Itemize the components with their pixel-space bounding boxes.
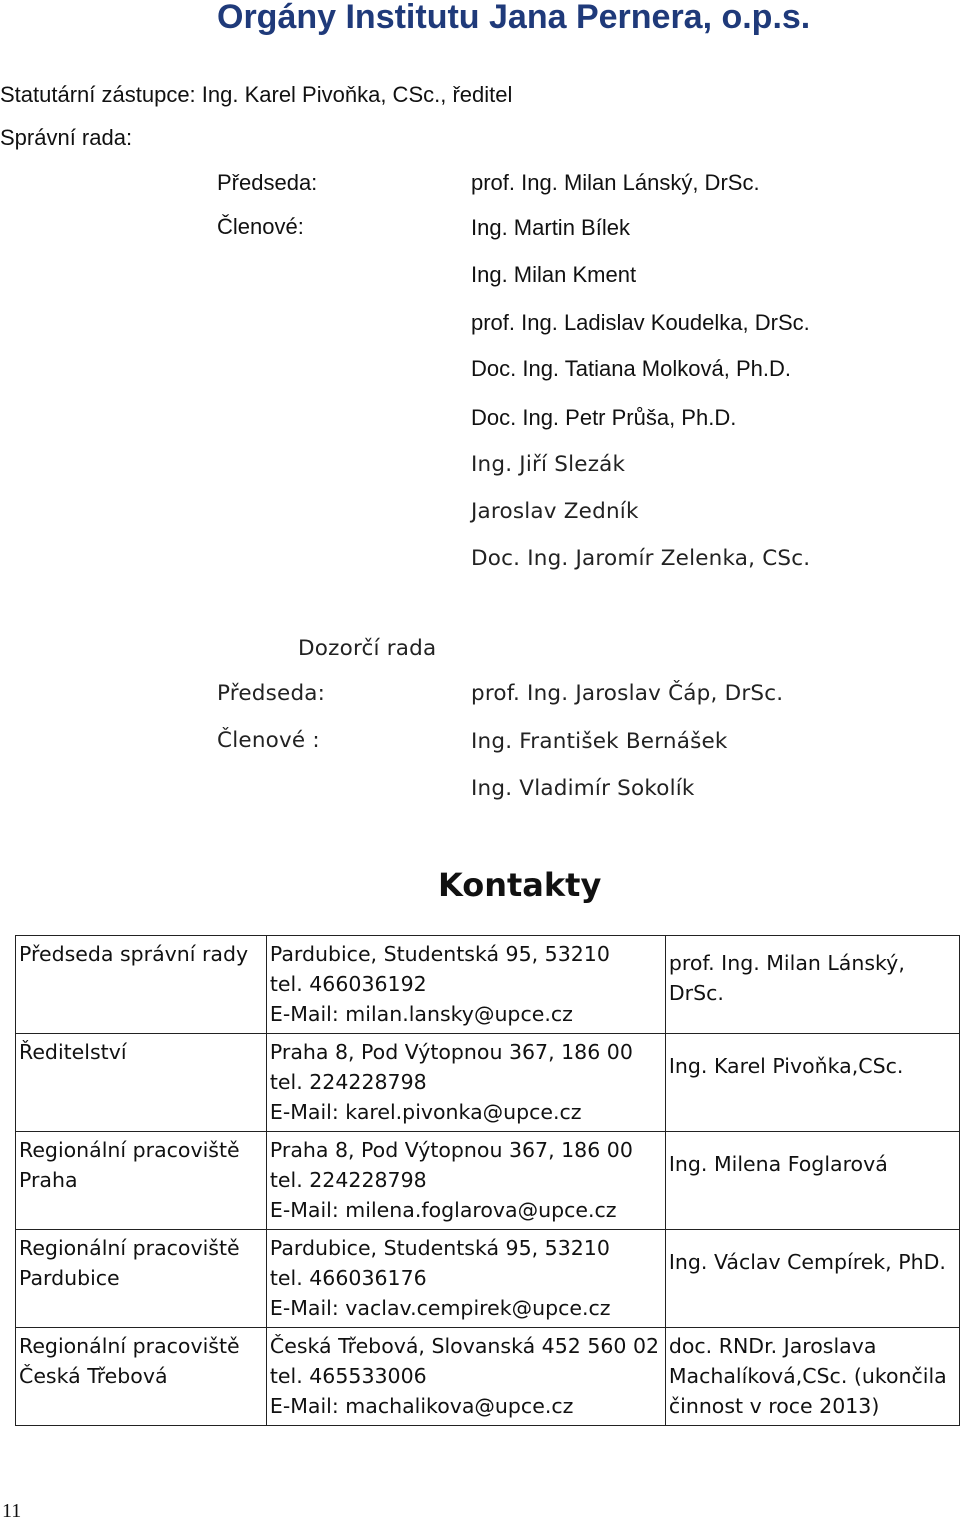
board-member: Jaroslav Zedník xyxy=(471,499,639,524)
supervisory-member: Ing. Vladimír Sokolík xyxy=(471,776,695,801)
contact-email: E-Mail: machalikova@upce.cz xyxy=(269,1394,574,1418)
board-chair-name: prof. Ing. Milan Lánský, DrSc. xyxy=(471,170,760,195)
board-member: Ing. Jiří Slezák xyxy=(471,452,626,477)
supervisory-chair-name: prof. Ing. Jaroslav Čáp, DrSc. xyxy=(471,681,784,706)
board-heading: Správní rada: xyxy=(0,125,133,150)
table-row xyxy=(16,1230,960,1328)
board-member: Doc. Ing. Jaromír Zelenka, CSc. xyxy=(471,546,811,571)
contact-person: doc. RNDr. Jaroslava Machalíková,CSc. (ukončila činnost v roce 2013) xyxy=(665,1328,959,1426)
contact-details xyxy=(266,1328,665,1426)
contact-person: prof. Ing. Milan Lánský, DrSc. xyxy=(665,936,959,1034)
supervisory-chair-label: Předseda: xyxy=(217,681,326,706)
contact-email: E-Mail: karel.pivonka@upce.cz xyxy=(269,1100,582,1124)
contact-role: Regionální pracoviště Praha xyxy=(16,1132,267,1230)
contact-details xyxy=(266,1034,665,1132)
table-row xyxy=(16,1034,960,1132)
contacts-table xyxy=(15,935,960,1426)
contact-email: E-Mail: milan.lansky@upce.cz xyxy=(269,1002,573,1026)
contact-details xyxy=(266,936,665,1034)
page-number: 11 xyxy=(2,1500,22,1522)
contact-address: Pardubice, Studentská 95, 53210 xyxy=(269,942,610,966)
board-chair-label: Předseda: xyxy=(217,170,318,195)
supervisory-members-label: Členové : xyxy=(217,728,320,753)
table-row xyxy=(16,1132,960,1230)
board-members-label: Členové: xyxy=(217,214,304,239)
board-member: Ing. Martin Bílek xyxy=(471,215,630,240)
board-member: Doc. Ing. Tatiana Molková, Ph.D. xyxy=(471,356,791,381)
contact-phone: tel. 466036192 xyxy=(269,972,427,996)
contact-phone: tel. 466036176 xyxy=(269,1266,427,1290)
board-member: Doc. Ing. Petr Průša, Ph.D. xyxy=(471,405,737,430)
supervisory-board-heading: Dozorčí rada xyxy=(298,636,437,661)
contact-phone: tel. 224228798 xyxy=(269,1070,427,1094)
page-title: Orgány Institutu Jana Pernera, o.p.s. xyxy=(217,0,811,36)
contact-person: Ing. Karel Pivoňka,CSc. xyxy=(665,1034,959,1132)
contact-address: Praha 8, Pod Výtopnou 367, 186 00 xyxy=(269,1040,633,1064)
contact-phone: tel. 224228798 xyxy=(269,1168,427,1192)
contact-phone: tel. 465533006 xyxy=(269,1364,427,1388)
board-member: prof. Ing. Ladislav Koudelka, DrSc. xyxy=(471,310,810,335)
contact-email: E-Mail: milena.foglarova@upce.cz xyxy=(269,1198,617,1222)
contact-address: Česká Třebová, Slovanská 452 560 02 xyxy=(269,1334,660,1358)
contact-address: Praha 8, Pod Výtopnou 367, 186 00 xyxy=(269,1138,633,1162)
table-row xyxy=(16,1328,960,1426)
board-member: Ing. Milan Kment xyxy=(471,262,637,287)
contact-person: Ing. Milena Foglarová xyxy=(665,1132,959,1230)
contact-role: Předseda správní rady xyxy=(16,936,267,1034)
contact-details xyxy=(266,1230,665,1328)
contacts-heading: Kontakty xyxy=(438,866,602,904)
contact-role: Regionální pracoviště Pardubice xyxy=(16,1230,267,1328)
contact-email: E-Mail: vaclav.cempirek@upce.cz xyxy=(269,1296,611,1320)
contact-details xyxy=(266,1132,665,1230)
supervisory-member: Ing. František Bernášek xyxy=(471,729,728,754)
table-row xyxy=(16,936,960,1034)
contact-role: Ředitelství xyxy=(16,1034,267,1132)
contact-address: Pardubice, Studentská 95, 53210 xyxy=(269,1236,610,1260)
contact-person: Ing. Václav Cempírek, PhD. xyxy=(665,1230,959,1328)
contact-role: Regionální pracoviště Česká Třebová xyxy=(16,1328,267,1426)
statutory-representative: Statutární zástupce: Ing. Karel Pivoňka, CSc., ředitel xyxy=(0,82,513,107)
